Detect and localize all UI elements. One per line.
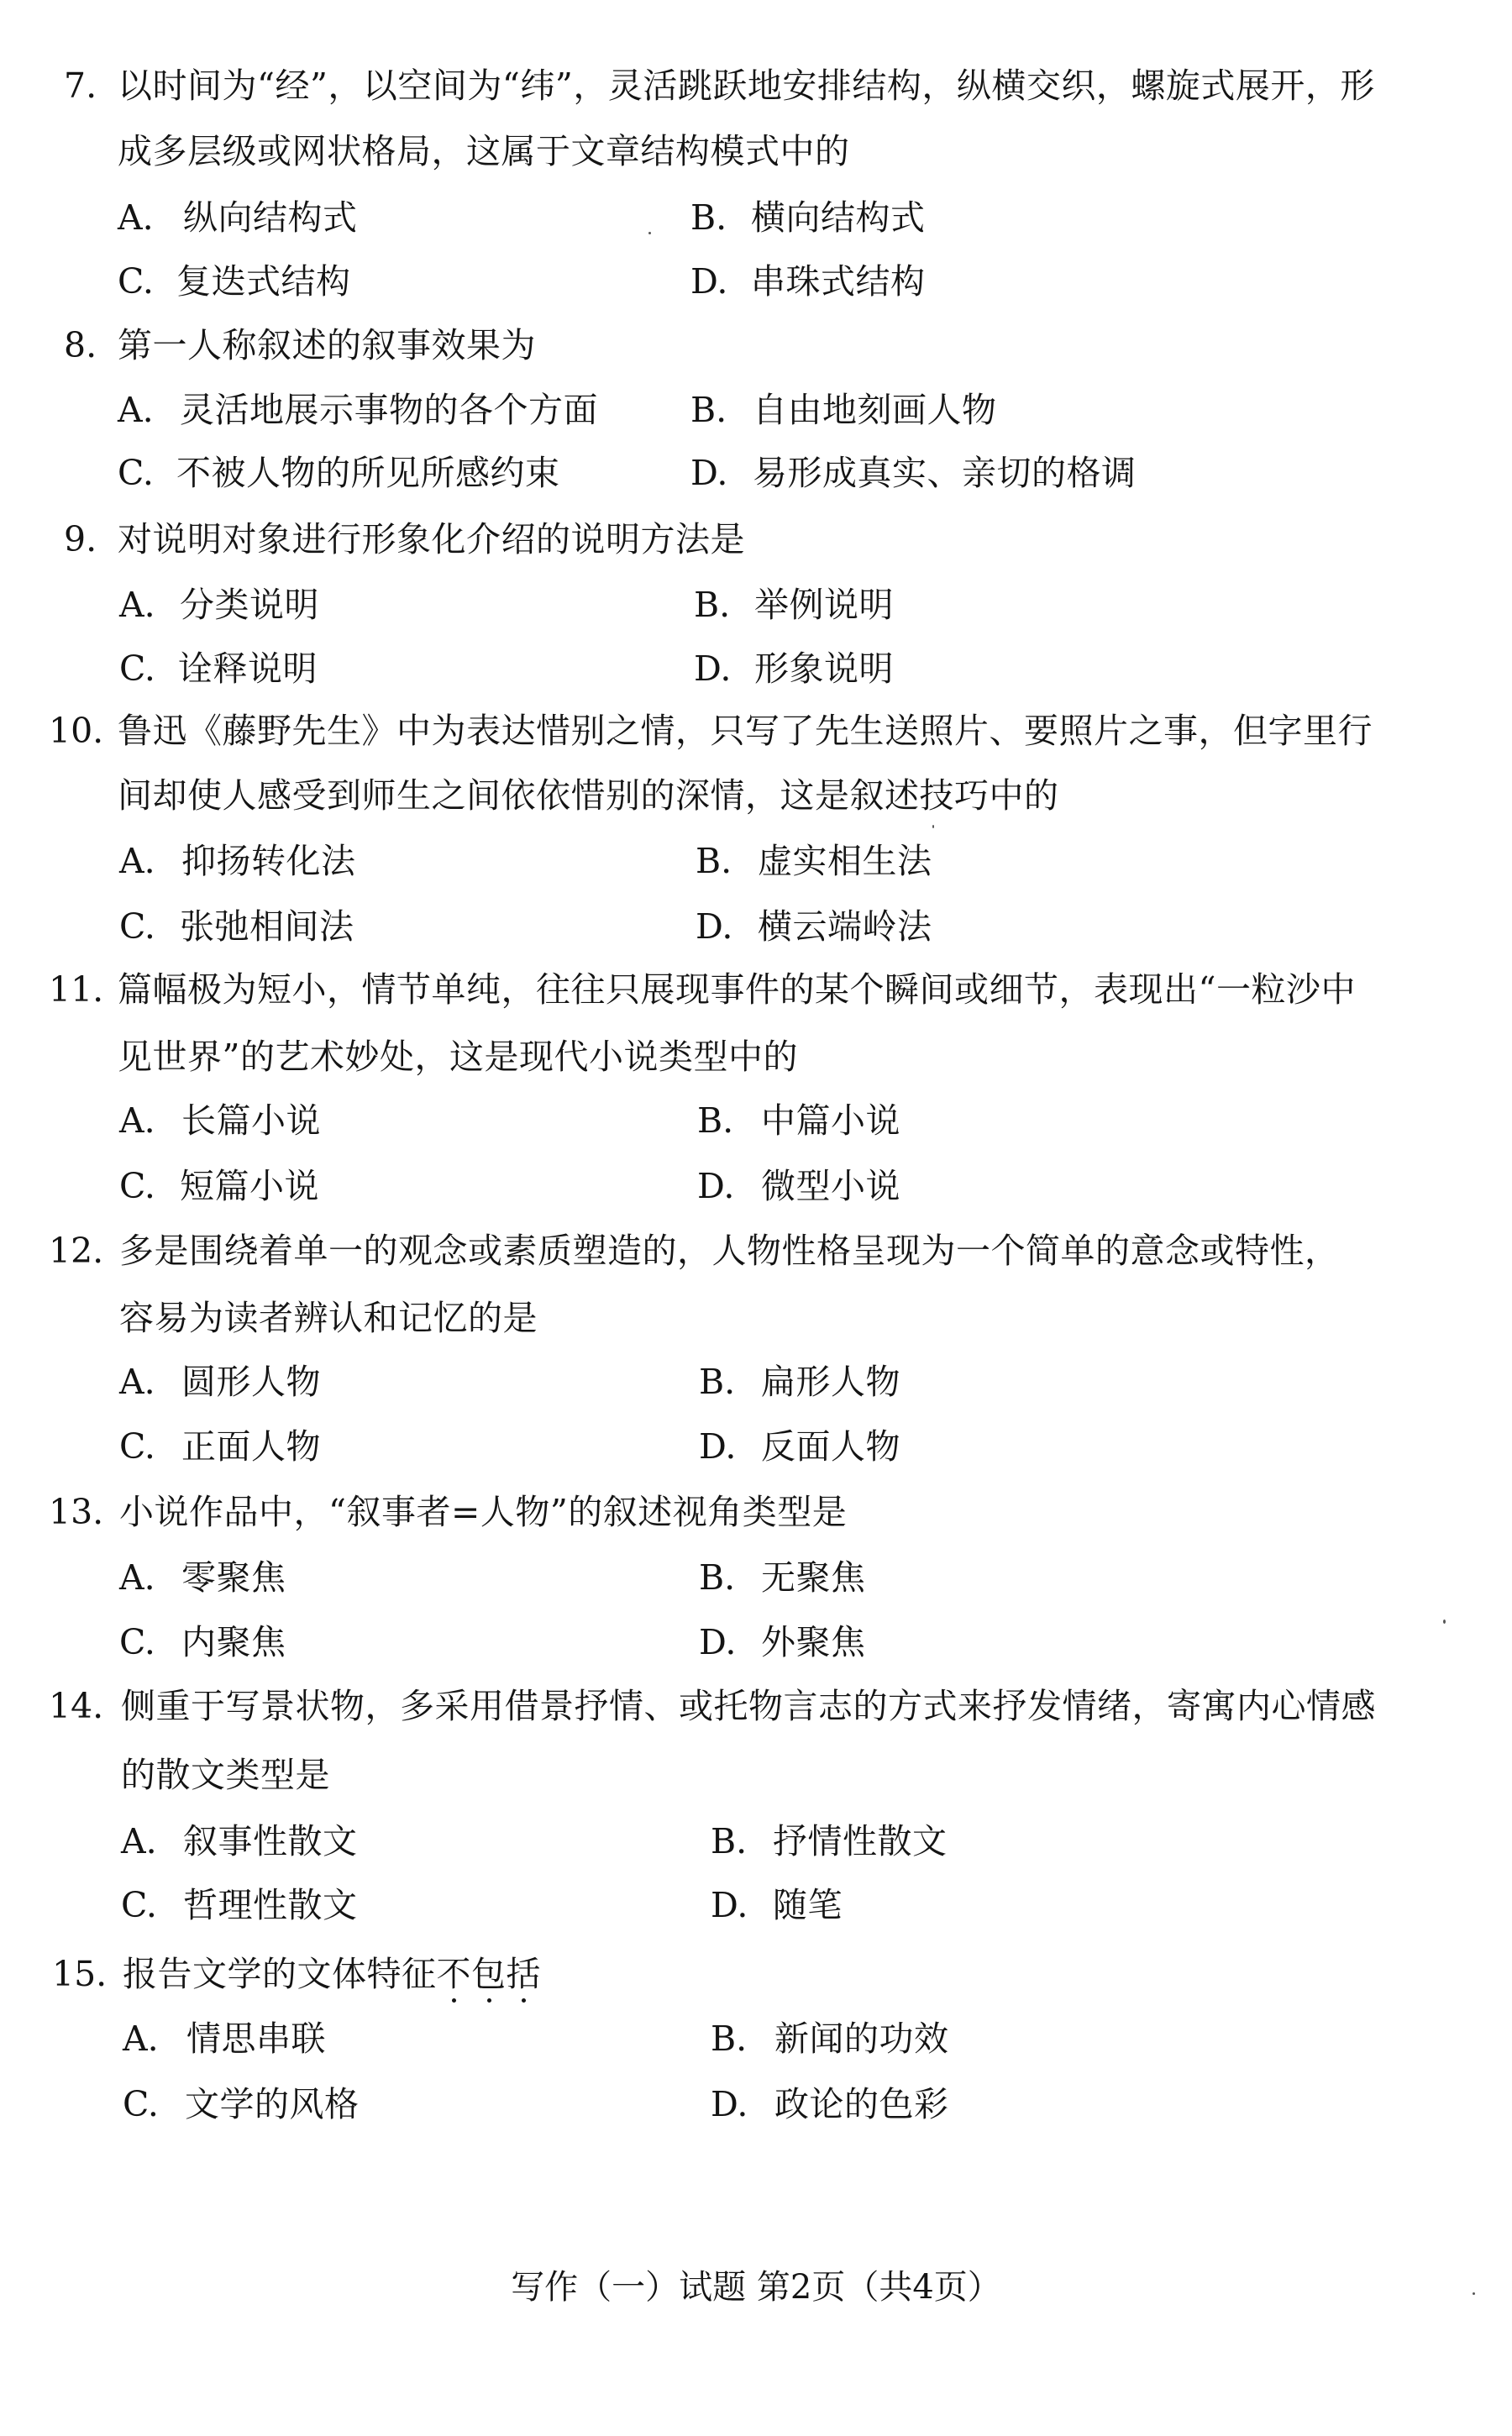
option-label-d: D.	[711, 2084, 748, 2124]
question-stem-text: 报告文学的文体特征	[123, 1954, 437, 1994]
option-label-d: D.	[694, 648, 732, 689]
option-text-b: 中篇小说	[761, 1100, 900, 1141]
option-text-a: 情思串联	[186, 2019, 326, 2059]
option-text-d: 政论的色彩	[774, 2084, 949, 2124]
question-stem-line: 的散文类型是	[121, 1755, 330, 1795]
option-text-c: 正面人物	[181, 1426, 321, 1467]
question-number: 13.	[49, 1492, 104, 1532]
emphasized-char: 括	[507, 1954, 542, 1994]
option-label-b: B.	[711, 1821, 748, 1861]
option-label-b: B.	[690, 390, 727, 430]
option-label-a: A.	[121, 1821, 157, 1861]
option-label-b: B.	[694, 585, 731, 625]
option-label-a: A.	[119, 1362, 155, 1402]
option-label-c: C.	[119, 1622, 155, 1662]
scan-speck	[1443, 1620, 1446, 1624]
option-text-c: 哲理性散文	[183, 1885, 358, 1925]
option-text-c: 复迭式结构	[176, 261, 351, 302]
option-label-b: B.	[690, 197, 727, 238]
question-stem-line: 成多层级或网状格局，这属于文章结构模式中的	[118, 131, 850, 171]
option-label-c: C.	[119, 1166, 155, 1206]
scan-speck	[648, 232, 651, 234]
option-text-a: 叙事性散文	[183, 1821, 358, 1861]
option-text-c: 内聚焦	[181, 1622, 286, 1662]
page-footer: 写作（一）试题 第2页（共4页）	[511, 2268, 1001, 2307]
option-text-b: 无聚焦	[761, 1557, 866, 1598]
option-text-d: 易形成真实、亲切的格调	[753, 453, 1137, 493]
option-label-a: A.	[119, 841, 155, 881]
option-label-c: C.	[123, 2084, 159, 2124]
question-number: 12.	[49, 1231, 104, 1271]
option-label-d: D.	[690, 453, 728, 493]
option-text-d: 反面人物	[761, 1426, 900, 1467]
option-text-a: 灵活地展示事物的各个方面	[180, 390, 598, 430]
question-stem-line: 第一人称叙述的叙事效果为	[118, 325, 536, 365]
option-text-a: 零聚焦	[181, 1557, 286, 1598]
emphasized-char: 包	[471, 1954, 507, 1994]
option-label-a: A.	[123, 2019, 159, 2059]
question-number: 8.	[64, 325, 97, 365]
question-number: 7.	[64, 66, 97, 106]
option-label-c: C.	[118, 261, 154, 302]
scan-speck	[1473, 2292, 1475, 2295]
option-text-a: 抑扬转化法	[181, 841, 356, 881]
option-text-a: 长篇小说	[181, 1100, 321, 1141]
option-text-b: 新闻的功效	[774, 2019, 949, 2059]
option-text-a: 纵向结构式	[183, 197, 358, 238]
option-text-d: 串珠式结构	[751, 261, 926, 302]
option-label-a: A.	[119, 585, 155, 625]
option-text-c: 文学的风格	[185, 2084, 360, 2124]
option-label-d: D.	[699, 1426, 737, 1467]
question-stem-line: 小说作品中，“叙事者=人物”的叙述视角类型是	[119, 1492, 848, 1532]
option-text-b: 抒情性散文	[773, 1821, 948, 1861]
option-label-d: D.	[711, 1885, 748, 1925]
option-text-a: 圆形人物	[181, 1362, 321, 1402]
option-text-b: 横向结构式	[751, 197, 926, 238]
question-number: 10.	[49, 711, 104, 751]
option-text-c: 张弛相间法	[180, 906, 354, 947]
option-label-c: C.	[119, 906, 155, 947]
question-number: 11.	[49, 969, 104, 1010]
question-number: 15.	[52, 1954, 108, 1994]
option-label-d: D.	[697, 1166, 735, 1206]
option-text-b: 扁形人物	[761, 1362, 900, 1402]
option-text-c: 不被人物的所见所感约束	[176, 453, 560, 493]
question-number: 9.	[64, 519, 97, 559]
emphasis-dot	[522, 1998, 526, 2003]
question-number: 14.	[49, 1686, 104, 1726]
question-stem-line: 侧重于写景状物，多采用借景抒情、或托物言志的方式来抒发情绪，寄寓内心情感	[121, 1686, 1376, 1726]
option-label-b: B.	[699, 1557, 736, 1598]
option-text-d: 横云端岭法	[758, 906, 932, 947]
option-label-a: A.	[118, 390, 154, 430]
option-label-b: B.	[699, 1362, 736, 1402]
option-label-b: B.	[697, 1100, 734, 1141]
option-text-c: 短篇小说	[180, 1166, 319, 1206]
option-text-b: 虚实相生法	[758, 841, 932, 881]
option-text-d: 微型小说	[761, 1166, 900, 1206]
option-label-c: C.	[119, 648, 155, 689]
emphasis-dot	[487, 1998, 491, 2003]
question-stem-line: 多是围绕着单一的观念或素质塑造的，人物性格呈现为一个简单的意念或特性，	[119, 1231, 1340, 1271]
option-label-b: B.	[696, 841, 732, 881]
question-stem-line: 篇幅极为短小，情节单纯，往往只展现事件的某个瞬间或细节，表现出“一粒沙中	[118, 969, 1356, 1010]
option-text-d: 外聚焦	[761, 1622, 866, 1662]
question-stem-line: 见世界”的艺术妙处，这是现代小说类型中的	[118, 1037, 798, 1077]
scan-speck	[932, 825, 934, 828]
emphasis-dot	[452, 1998, 456, 2003]
option-text-b: 自由地刻画人物	[753, 390, 997, 430]
option-text-a: 分类说明	[180, 585, 319, 625]
question-stem-line: 对说明对象进行形象化介绍的说明方法是	[118, 519, 745, 559]
option-label-c: C.	[118, 453, 154, 493]
option-text-d: 形象说明	[754, 648, 894, 689]
option-label-c: C.	[121, 1885, 157, 1925]
question-stem-line	[123, 1950, 541, 1998]
question-stem-line: 间却使人感受到师生之间依依惜别的深情，这是叙述技巧中的	[118, 775, 1059, 816]
option-label-c: C.	[119, 1426, 155, 1467]
option-label-a: A.	[119, 1100, 155, 1141]
option-label-b: B.	[711, 2019, 748, 2059]
question-stem-line: 容易为读者辨认和记忆的是	[119, 1298, 538, 1338]
question-stem-line: 以时间为“经”，以空间为“纬”，灵活跳跃地安排结构，纵横交织，螺旋式展开，形	[118, 66, 1375, 106]
option-text-b: 举例说明	[754, 585, 894, 625]
option-label-d: D.	[690, 261, 728, 302]
option-label-d: D.	[699, 1622, 737, 1662]
option-text-c: 诠释说明	[178, 648, 318, 689]
question-stem-line: 鲁迅《藤野先生》中为表达惜别之情，只写了先生送照片、要照片之事，但字里行	[118, 711, 1373, 751]
option-label-a: A.	[119, 1557, 155, 1598]
option-label-d: D.	[696, 906, 733, 947]
emphasized-char: 不	[437, 1954, 472, 1994]
option-label-a: A.	[118, 197, 154, 238]
option-text-d: 随笔	[773, 1885, 843, 1925]
